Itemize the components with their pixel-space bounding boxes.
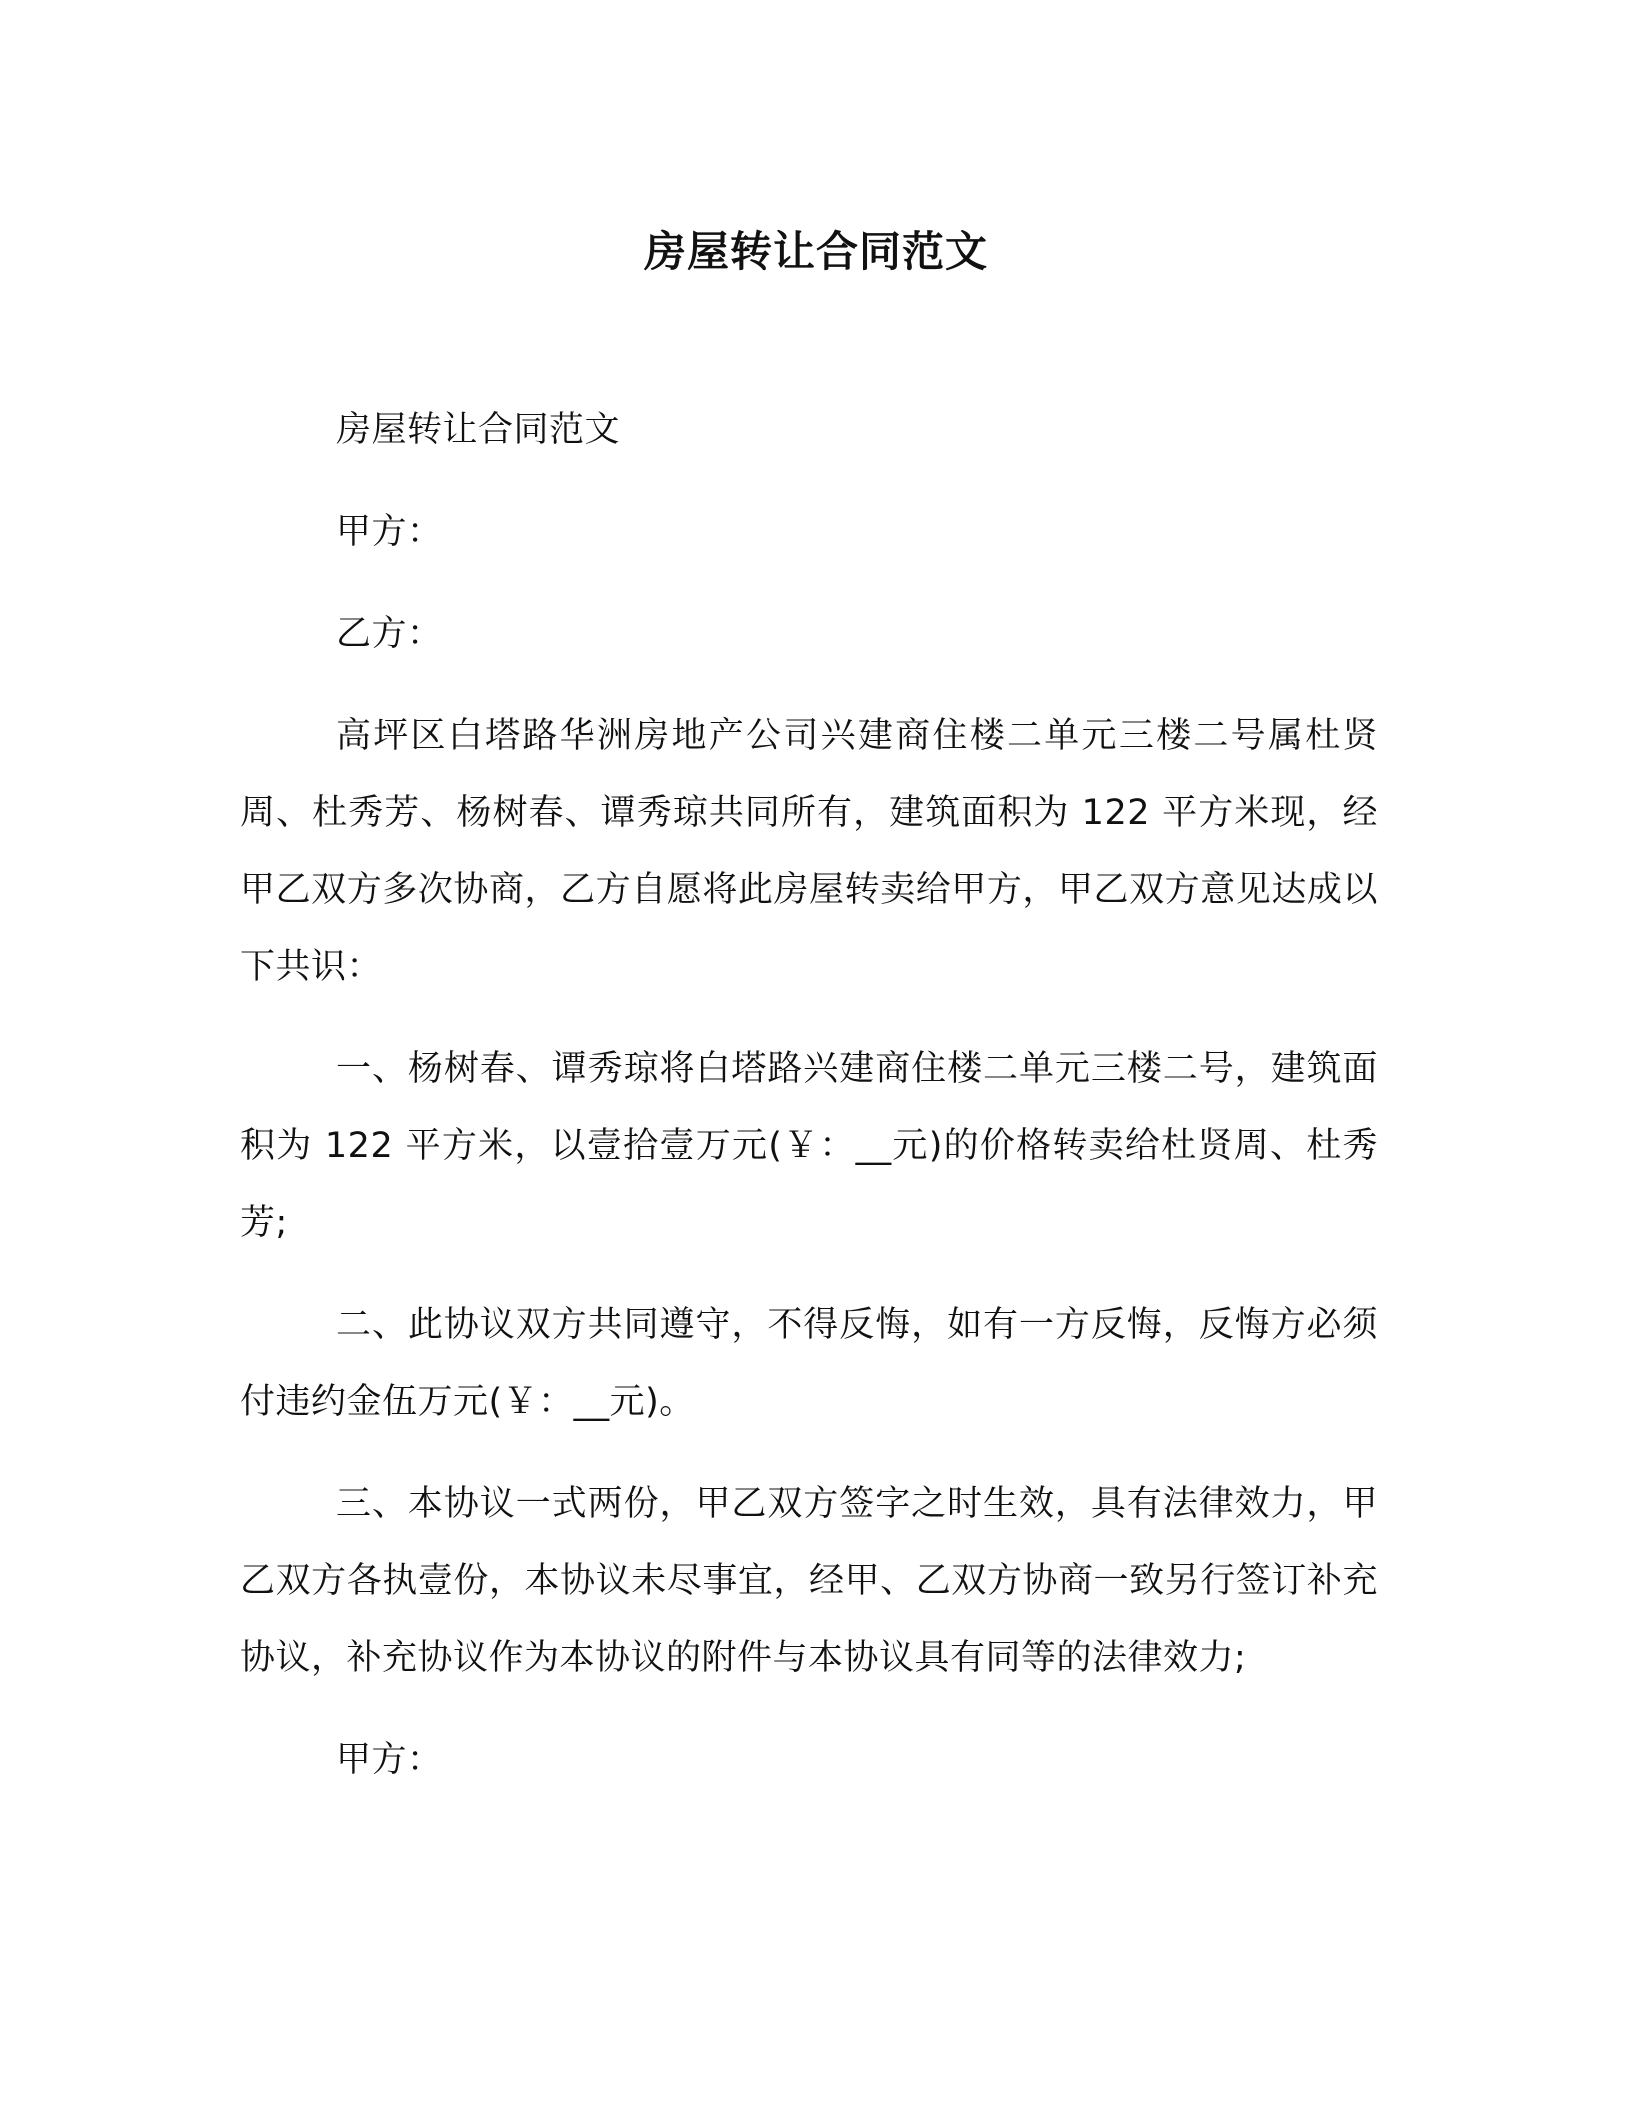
party-a-label: 甲方：	[336, 512, 443, 552]
party-b-label: 乙方：	[336, 614, 443, 654]
document-body	[240, 392, 1378, 1824]
clause-3: 三、本协议一式两份，甲乙双方签字之时生效，具有法律效力，甲乙双方各执壹份，本协议未尽事宜，经甲、乙双方协商一致另行签订补充协议，补充协议作为本协议的附件与本协议具有同等的法律效力;	[240, 1484, 1378, 1678]
body-heading: 房屋转让合同范文	[336, 410, 621, 450]
clause-2: 二、此协议双方共同遵守，不得反悔，如有一方反悔，反悔方必须付违约金伍万元(￥：__元)。	[240, 1305, 1378, 1422]
clause-1: 一、杨树春、谭秀琼将白塔路兴建商住楼二单元三楼二号，建筑面积为 122 平方米，以壹拾壹万元(￥：__元)的价格转卖给杜贤周、杜秀芳;	[240, 1049, 1378, 1243]
document-title: 房屋转让合同范文	[643, 227, 988, 276]
party-a-signature-label: 甲方：	[336, 1740, 443, 1780]
intro-paragraph: 高坪区白塔路华洲房地产公司兴建商住楼二单元三楼二号属杜贤周、杜秀芳、杨树春、谭秀琼共同所有，建筑面积为 122 平方米现，经甲乙双方多次协商，乙方自愿将此房屋转卖给甲方，甲乙双方意见达成以下共识：	[240, 716, 1378, 987]
